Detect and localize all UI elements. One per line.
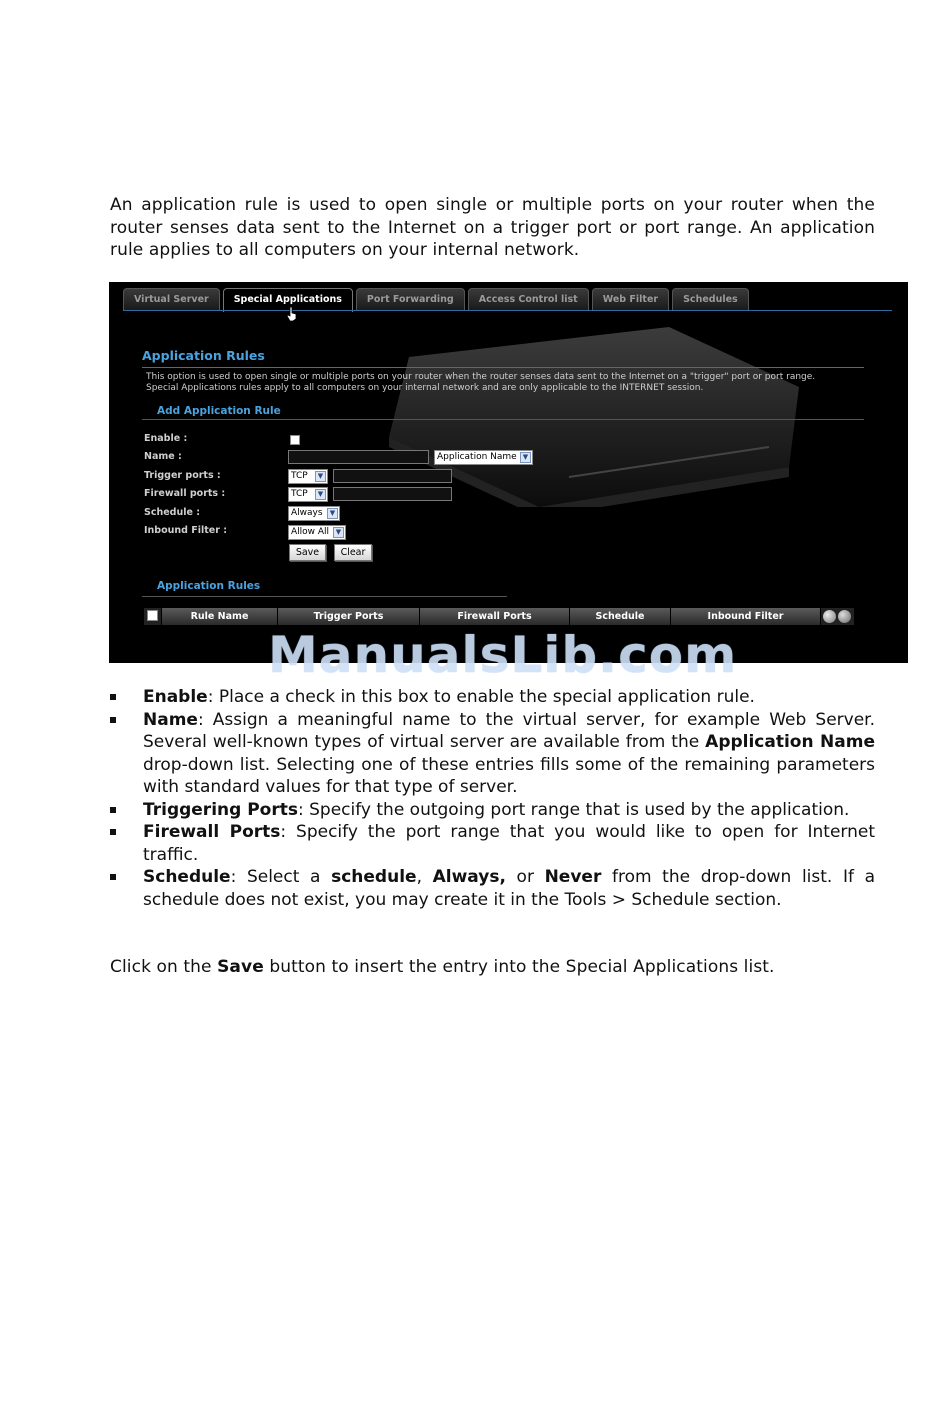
column-rule-name: Rule Name [162, 608, 278, 625]
inbound-filter-value: Allow All [291, 527, 330, 537]
name-input[interactable] [288, 450, 429, 464]
add-rule-title: Add Application Rule [157, 405, 281, 417]
action-icons-cell [821, 608, 855, 625]
watermark-logo: ManualsLib.com [268, 626, 738, 684]
trigger-ports-label: Trigger ports : [144, 470, 221, 481]
divider [142, 596, 507, 597]
trigger-protocol-value: TCP [291, 471, 308, 481]
chevron-down-icon: ▼ [520, 452, 531, 463]
trigger-ports-input[interactable] [333, 469, 452, 483]
select-all-cell [144, 608, 162, 625]
column-inbound-filter: Inbound Filter [671, 608, 821, 625]
rules-table-header [144, 608, 855, 625]
column-schedule: Schedule [570, 608, 671, 625]
schedule-value: Always [291, 508, 323, 518]
save-button[interactable]: Save [289, 544, 326, 561]
application-name-value: Application Name [437, 452, 517, 462]
name-label: Name : [144, 451, 182, 462]
list-item: Name: Assign a meaningful name to the virtual server, for example Web Server. Several well-known types of virtual server are available from the Application Name drop-down list. Selecting one of these entries fills some of the remaining parameters with standard values for that type of server. [110, 709, 875, 799]
tab-bar [123, 288, 752, 310]
tab-special-applications[interactable]: Special Applications [223, 288, 353, 312]
schedule-label: Schedule : [144, 507, 201, 518]
chevron-down-icon: ▼ [315, 471, 326, 482]
hand-cursor-icon [286, 306, 298, 322]
firewall-ports-label: Firewall ports : [144, 488, 226, 499]
list-item: Triggering Ports: Specify the outgoing port range that is used by the application. [110, 799, 875, 822]
clear-button[interactable]: Clear [334, 544, 372, 561]
tab-underline [123, 310, 892, 311]
column-trigger-ports: Trigger Ports [278, 608, 420, 625]
column-firewall-ports: Firewall Ports [420, 608, 570, 625]
tab-web-filter[interactable]: Web Filter [592, 288, 669, 310]
tab-schedules[interactable]: Schedules [672, 288, 749, 310]
closing-paragraph: Click on the Save button to insert the entry into the Special Applications list. [110, 957, 775, 977]
select-all-checkbox[interactable] [147, 610, 158, 621]
rules-list-title: Application Rules [157, 580, 261, 592]
trigger-protocol-select[interactable] [288, 469, 328, 484]
section-title: Application Rules [142, 348, 265, 363]
chevron-down-icon: ▼ [333, 527, 344, 538]
firewall-protocol-value: TCP [291, 489, 308, 499]
intro-paragraph: An application rule is used to open single or multiple ports on your router when the router senses data sent to the Internet on a trigger port or port range. An application rule applies to all computers on your internal network. [110, 195, 875, 260]
router-screenshot [109, 282, 908, 663]
chevron-down-icon: ▼ [315, 489, 326, 500]
tab-virtual-server[interactable]: Virtual Server [123, 288, 220, 310]
list-item: Firewall Ports: Specify the port range that you would like to open for Internet traffic. [110, 821, 875, 866]
application-name-select[interactable] [434, 450, 533, 465]
firewall-ports-input[interactable] [333, 487, 452, 501]
enable-label: Enable : [144, 433, 188, 444]
edit-icon[interactable] [823, 610, 836, 623]
list-item: Enable: Place a check in this box to enable the special application rule. [110, 686, 875, 709]
divider [142, 419, 864, 420]
section-description: This option is used to open single or multiple ports on your router when the router senses data sent to the Internet on a "trigger" port or port range. Special Applications rules apply to all computers on your internal network and are only applicable to the INTERNET session. [146, 372, 816, 393]
firewall-protocol-select[interactable] [288, 487, 328, 502]
list-item: Schedule: Select a schedule, Always, or Never from the drop-down list. If a schedule does not exist, you may create it in the Tools > Schedule section. [110, 866, 875, 911]
inbound-filter-label: Inbound Filter : [144, 525, 228, 536]
schedule-select[interactable] [288, 506, 340, 521]
enable-checkbox[interactable] [290, 435, 300, 445]
chevron-down-icon: ▼ [327, 508, 338, 519]
tab-port-forwarding[interactable]: Port Forwarding [356, 288, 465, 310]
divider [142, 367, 864, 368]
tab-access-control-list[interactable]: Access Control list [468, 288, 589, 310]
delete-icon[interactable] [838, 610, 851, 623]
inbound-filter-select[interactable] [288, 525, 346, 540]
bullet-list [110, 686, 875, 911]
